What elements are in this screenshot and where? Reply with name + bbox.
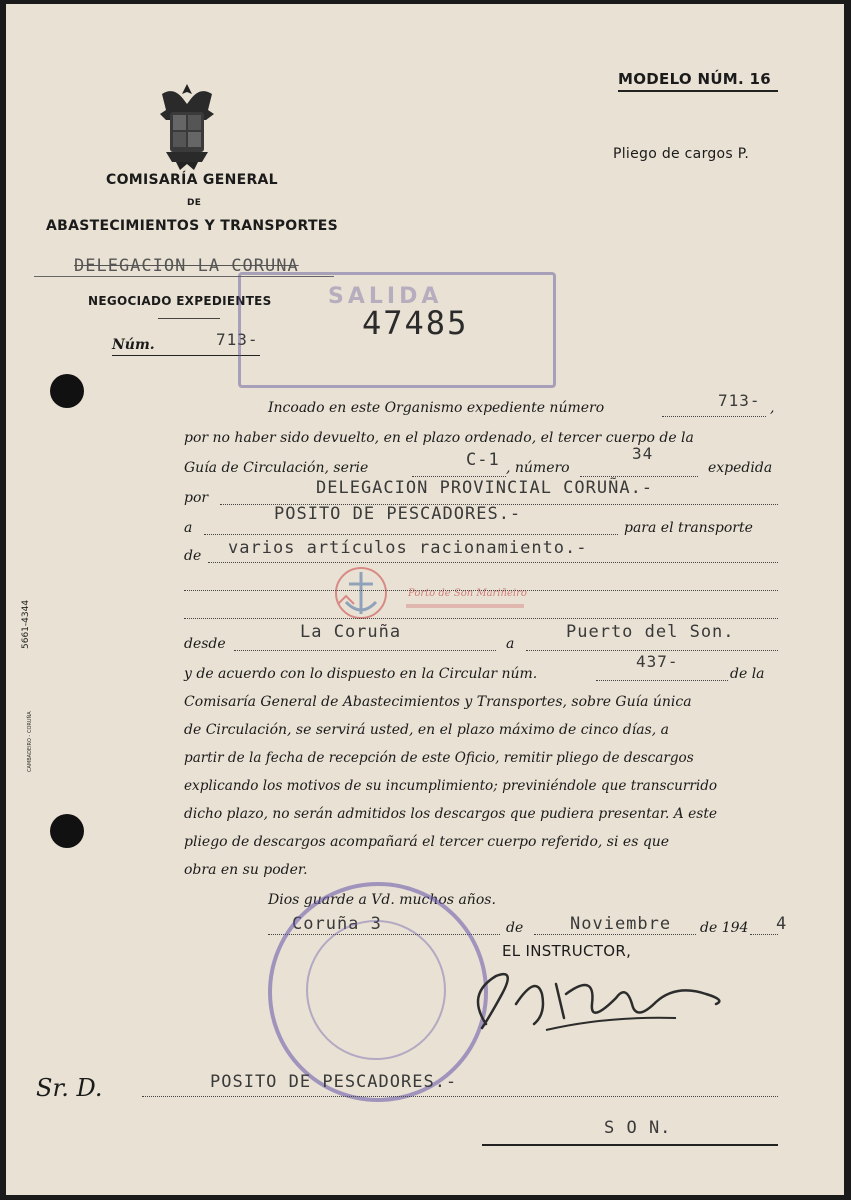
closing-greeting: Dios guarde a Vd. muchos años.	[268, 892, 496, 908]
blank-rule-1	[184, 590, 778, 591]
form-code-side-text: 5661-4344	[21, 599, 31, 649]
punch-hole-bottom	[50, 814, 84, 848]
date-de-1: de	[506, 920, 524, 936]
a-rule	[204, 534, 618, 535]
department-label: NEGOCIADO EXPEDIENTES	[88, 294, 272, 308]
circular-number: 437-	[636, 652, 679, 671]
year-digit: 4	[776, 914, 788, 934]
circular-rule	[596, 680, 728, 681]
serie-value: C-1	[466, 450, 500, 470]
body-line-11: partir de la fecha de recepción de este Oficio, remitir pliego de descargos	[184, 750, 694, 766]
watermark-text: Porto de Son Mariñeiro	[408, 588, 527, 599]
recipient-name: POSITO DE PESCADORES.-	[210, 1072, 458, 1092]
body-line-8a: y de acuerdo con lo dispuesto en la Circular núm.	[184, 666, 538, 682]
printer-side-text: CAMBADEIRO - CORUÑA	[27, 711, 33, 772]
de-rule	[208, 562, 778, 563]
document-type: Pliego de cargos P.	[613, 146, 750, 162]
body-line-2: por no haber sido devuelto, en el plazo ordenado, el tercer cuerpo de la	[184, 430, 694, 446]
serie-rule	[412, 476, 506, 477]
recipient-name-rule	[142, 1096, 778, 1097]
num-value: 713-	[216, 330, 259, 349]
document-page	[6, 4, 844, 1195]
body-line-13: dicho plazo, no serán admitidos los descargos que pudiera presentar. A este	[184, 806, 718, 822]
model-number: MODELO NÚM. 16	[618, 70, 772, 88]
body-line-8b: de la	[730, 666, 765, 682]
org-name-line3: ABASTECIMIENTOS Y TRANSPORTES	[46, 218, 339, 234]
porto-son-logo-icon	[328, 564, 394, 622]
salida-stamp-label: SALIDA	[328, 284, 443, 309]
signer-title: EL INSTRUCTOR,	[502, 942, 632, 960]
org-name-line2: DE	[187, 198, 202, 208]
body-line-9: Comisaría General de Abastecimientos y Transportes, sobre Guía única	[184, 694, 692, 710]
body-line-5b: para el transporte	[624, 520, 753, 536]
body-line-14: pliego de descargos acompañará el tercer cuerpo referido, si es que	[184, 834, 670, 850]
body-line-3a: Guía de Circulación, serie	[184, 460, 369, 476]
body-line-7b: a	[506, 636, 515, 652]
issuer-value: DELEGACION PROVINCIAL CORUÑA.-	[316, 478, 654, 498]
watermark-subrule	[406, 604, 524, 608]
body-line-15: obra en su poder.	[184, 862, 308, 878]
punch-hole-top	[50, 374, 84, 408]
org-name-line1: COMISARÍA GENERAL	[106, 172, 278, 188]
body-line-7a: desde	[184, 636, 226, 652]
body-line-3b: , número	[506, 460, 570, 476]
num-label: Núm.	[112, 337, 155, 353]
goods-value: varios artículos racionamiento.-	[228, 538, 588, 558]
stamp-number: 47485	[362, 304, 469, 342]
signature-icon	[446, 954, 736, 1054]
expediente-rule	[662, 416, 766, 417]
blank-rule-2	[184, 618, 778, 619]
body-line-6a: de	[184, 548, 202, 564]
expediente-number: 713-	[718, 391, 761, 410]
department-rule	[158, 318, 220, 319]
desde-rule	[234, 650, 496, 651]
body-line-5a: a	[184, 520, 193, 536]
body-line-12: explicando los motivos de su incumplimiento; previniéndole que transcurrido	[184, 778, 718, 794]
model-rule	[618, 90, 778, 92]
comma-1: ,	[770, 400, 775, 416]
body-line-10: de Circulación, se servirá usted, en el plazo máximo de cinco días, a	[184, 722, 669, 738]
guia-number: 34	[632, 444, 654, 463]
body-line-3c: expedida	[708, 460, 773, 476]
destination-value: Puerto del Son.	[566, 622, 735, 642]
date-de-year: de 194	[700, 920, 749, 936]
month-value: Noviembre	[570, 914, 672, 934]
body-line-1: Incoado en este Organismo expediente número	[268, 400, 605, 416]
origin-value: La Coruña	[300, 622, 402, 642]
body-line-4a: por	[184, 490, 209, 506]
recipient-town-rule	[482, 1144, 778, 1146]
coat-of-arms-icon	[156, 80, 218, 172]
recipient-label: Sr. D.	[36, 1074, 103, 1102]
numero-rule	[580, 476, 698, 477]
place-date-value: Coruña 3	[292, 914, 382, 934]
month-rule	[534, 934, 696, 935]
delegation-struck: DELEGACION LA CORUNA	[74, 256, 299, 276]
official-round-stamp-inner	[306, 920, 446, 1060]
destination-rule	[526, 650, 778, 651]
year-rule	[750, 934, 778, 935]
recipient-town: S O N.	[604, 1118, 672, 1138]
recipient-value: POSITO DE PESCADORES.-	[274, 504, 522, 524]
